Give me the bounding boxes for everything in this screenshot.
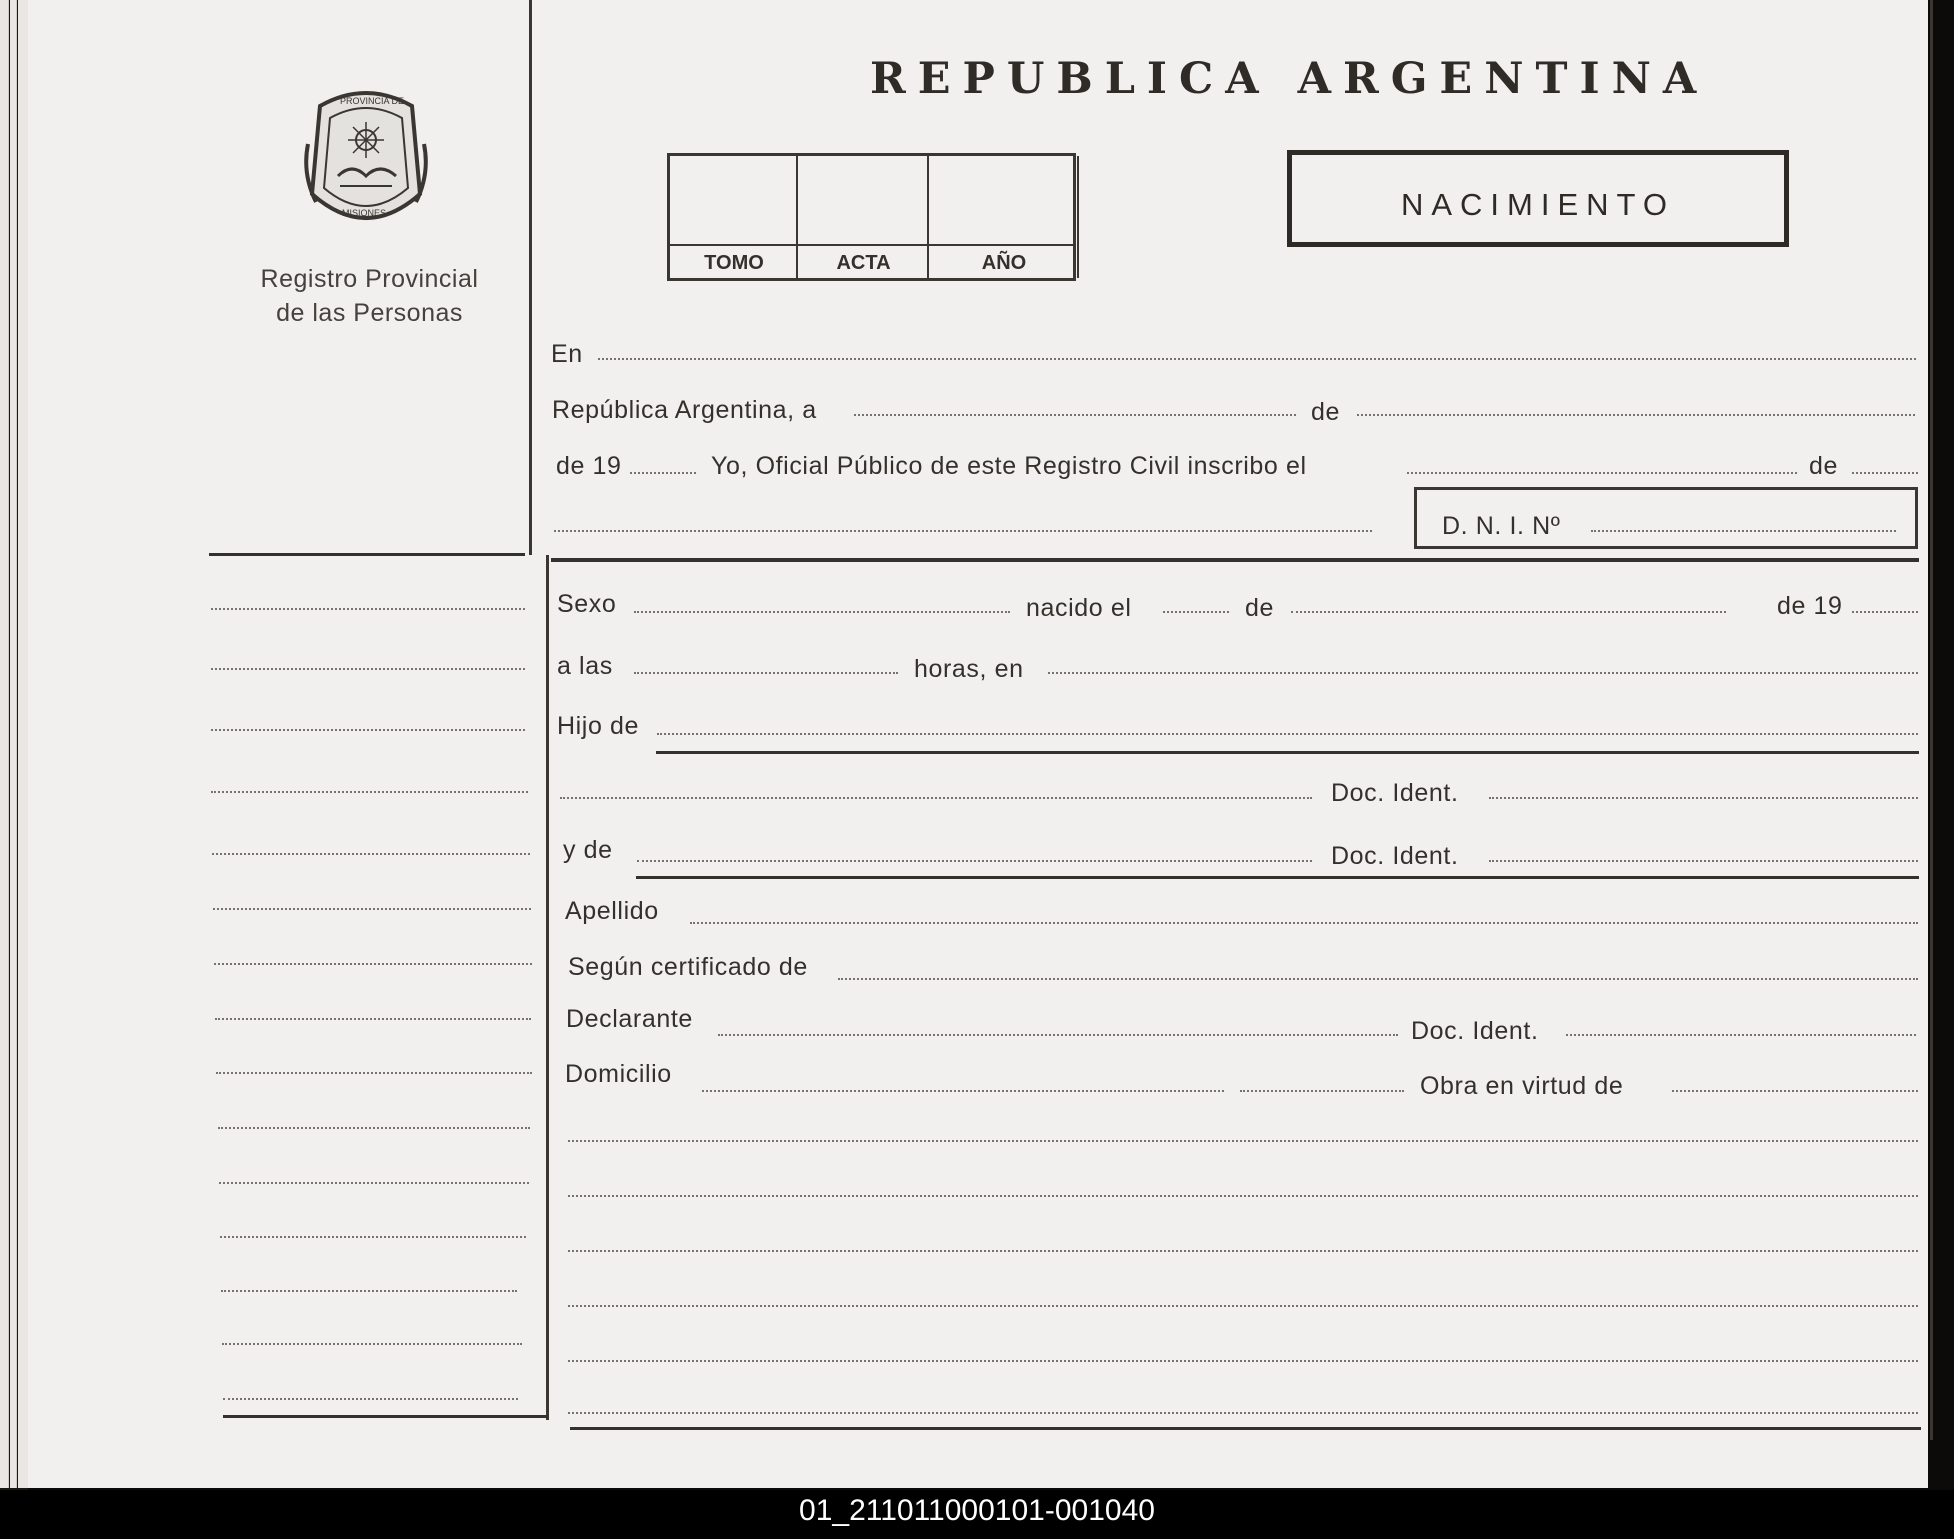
left-bottom-rule (223, 1415, 548, 1418)
parents-rule-2 (636, 876, 1919, 879)
segun-certificado-label: Según certificado de (568, 953, 808, 981)
reference-label-row (670, 244, 1073, 246)
certificate-field[interactable] (838, 978, 1918, 980)
document-type-box (1287, 150, 1789, 247)
birth-month-field[interactable] (1291, 611, 1726, 613)
day-field[interactable] (854, 414, 1296, 416)
margin-note-line[interactable] (218, 1127, 530, 1129)
doc-ident-label-3: Doc. Ident. (1411, 1017, 1539, 1045)
inscription-of-field[interactable] (1852, 472, 1918, 474)
father-doc-field[interactable] (1489, 797, 1918, 799)
registry-name (232, 262, 507, 330)
margin-note-line[interactable] (211, 729, 525, 731)
note-line[interactable] (568, 1305, 1918, 1307)
de-label-1: de (1311, 398, 1341, 426)
header-separator-rule (551, 558, 1919, 562)
birth-year-field[interactable] (1852, 611, 1918, 613)
main-bottom-rule (570, 1427, 1921, 1430)
legal-basis-field[interactable] (1672, 1090, 1918, 1092)
margin-note-line[interactable] (214, 963, 532, 965)
doc-ident-label-2: Doc. Ident. (1331, 842, 1459, 870)
margin-note-line[interactable] (222, 1343, 522, 1345)
page-stack-edge (0, 0, 28, 1490)
father-name-continuation-field[interactable] (560, 797, 1312, 799)
doc-ident-label-1: Doc. Ident. (1331, 779, 1459, 807)
margin-note-line[interactable] (220, 1236, 526, 1238)
father-name-field[interactable] (657, 733, 1918, 735)
margin-note-line[interactable] (212, 853, 530, 855)
provincial-coat-of-arms-icon (300, 84, 432, 240)
margin-note-line[interactable] (216, 1072, 532, 1074)
mother-name-field[interactable] (637, 860, 1312, 862)
republica-label: República Argentina, a (552, 396, 817, 424)
dni-label: D. N. I. Nº (1442, 512, 1561, 540)
address-field[interactable] (702, 1090, 1224, 1092)
margin-note-line[interactable] (223, 1398, 518, 1400)
a-las-label: a las (557, 652, 613, 680)
domicilio-label: Domicilio (565, 1060, 672, 1088)
obra-en-virtud-label: Obra en virtud de (1420, 1072, 1624, 1100)
de-19-label-2: de 19 (1777, 592, 1843, 620)
hijo-de-label: Hijo de (557, 712, 640, 740)
tomo-label: TOMO (704, 252, 764, 274)
margin-note-line[interactable] (211, 791, 528, 793)
en-label: En (551, 340, 583, 368)
note-line[interactable] (568, 1140, 1918, 1142)
margin-note-line[interactable] (219, 1182, 529, 1184)
de-label-2: de (1809, 452, 1839, 480)
note-line[interactable] (568, 1195, 1918, 1197)
birth-day-field[interactable] (1163, 611, 1229, 613)
registry-line-2: de las Personas (276, 299, 463, 327)
dni-number-field[interactable] (1591, 530, 1896, 532)
de-19-label-1: de 19 (556, 452, 622, 480)
address-continuation-field[interactable] (1240, 1090, 1404, 1092)
mother-doc-field[interactable] (1489, 860, 1918, 862)
image-code: 01_211011000101-001040 (799, 1494, 1155, 1527)
sexo-label: Sexo (557, 590, 617, 618)
place-field[interactable] (598, 358, 1916, 360)
horas-en-label: horas, en (914, 655, 1024, 683)
right-margin-rule (1930, 0, 1933, 1440)
surname-field[interactable] (690, 922, 1918, 924)
column-divider-lower (546, 555, 549, 1420)
de-label-3: de (1245, 594, 1275, 622)
ano-label: AÑO (981, 252, 1027, 274)
reference-table (667, 153, 1076, 281)
nacido-el-label: nacido el (1026, 594, 1132, 622)
note-line[interactable] (568, 1412, 1918, 1414)
margin-note-line[interactable] (221, 1290, 517, 1292)
declarante-label: Declarante (566, 1005, 693, 1033)
margin-note-line[interactable] (215, 1018, 531, 1020)
margin-note-line[interactable] (213, 908, 531, 910)
emblem-bottom-label: MISIONES (342, 208, 387, 218)
margin-note-line[interactable] (211, 668, 525, 670)
acta-label: ACTA (836, 252, 891, 274)
year-field-1[interactable] (630, 472, 696, 474)
note-line[interactable] (568, 1250, 1918, 1252)
left-section-rule (209, 553, 525, 556)
declarant-doc-field[interactable] (1566, 1034, 1916, 1036)
emblem-top-label: PROVINCIA DE (340, 96, 405, 106)
name-continuation-field[interactable] (554, 530, 1372, 532)
y-de-label: y de (563, 836, 613, 864)
document-type-label: NACIMIENTO (1400, 187, 1676, 222)
note-line[interactable] (568, 1360, 1918, 1362)
margin-note-line[interactable] (211, 608, 525, 610)
apellido-label: Apellido (565, 897, 659, 925)
birth-place-field[interactable] (1048, 672, 1918, 674)
sex-field[interactable] (634, 611, 1010, 613)
inscription-field[interactable] (1407, 472, 1797, 474)
yo-oficial-label: Yo, Oficial Público de este Registro Civil inscribo el (711, 452, 1307, 480)
page-title: REPUBLICA ARGENTINA (870, 54, 1709, 104)
column-divider (529, 0, 532, 555)
parents-rule-1 (656, 751, 1919, 754)
registry-line-1: Registro Provincial (260, 265, 479, 293)
month-field[interactable] (1357, 414, 1915, 416)
birth-hour-field[interactable] (634, 672, 898, 674)
declarant-field[interactable] (718, 1034, 1398, 1036)
